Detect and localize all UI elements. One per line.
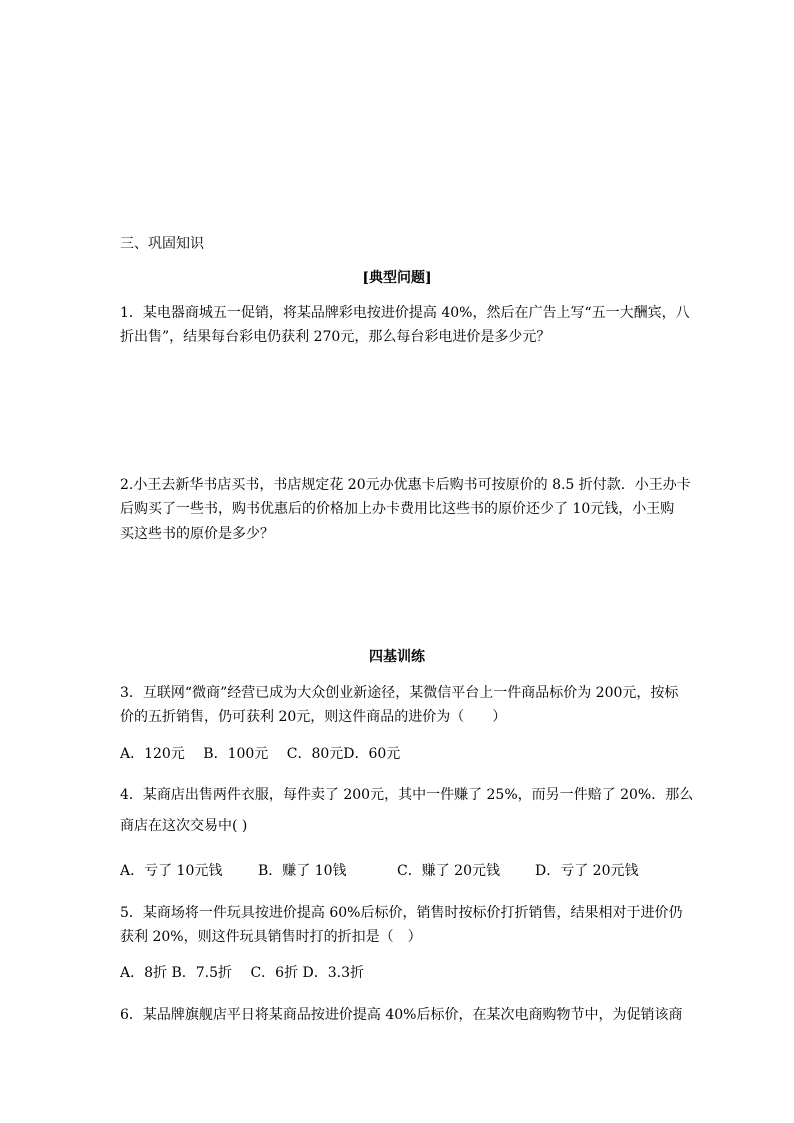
- section-title-consolidate: 三、巩固知识: [120, 236, 204, 252]
- question-5-line-1: 5．某商场将一件玩具按进价提高 60%后标价，销售时按标价打折销售，结果相对于进价仍: [120, 905, 683, 921]
- question-3-line-2: 价的五折销售，仍可获利 20元，则这件商品的进价为（ ）: [120, 709, 507, 725]
- question-4-line-2: 商店在这次交易中( ): [120, 818, 248, 834]
- section-title-basic-training: 四基训练: [369, 649, 425, 665]
- question-1-line-1: 1．某电器商城五一促销，将某品牌彩电按进价提高 40%，然后在广告上写“五一大酬宾，八: [120, 305, 690, 321]
- question-6-line-1: 6．某品牌旗舰店平日将某商品按进价提高 40%后标价，在某次电商购物节中，为促销该商: [120, 1007, 683, 1023]
- question-3-line-1: 3．互联网“微商”经营已成为大众创业新途径，某微信平台上一件商品标价为 200元，按标: [120, 685, 679, 701]
- question-2-line-3: 买这些书的原价是多少？: [120, 526, 274, 542]
- question-4-option-b: B．赚了 10钱: [258, 863, 347, 879]
- question-5-options: A．8折 B．7.5折 C．6折 D．3.3折: [120, 965, 365, 981]
- question-1-line-2: 折出售”，结果每台彩电仍获利 270元，那么每台彩电进价是多少元？: [120, 329, 551, 345]
- question-3-options: A．120元 B．100元 C．80元D．60元: [120, 746, 401, 762]
- question-2-line-2: 后购买了一些书，购书优惠后的价格加上办卡费用比这些书的原价还少了 10元钱，小王购: [120, 501, 675, 517]
- question-2-line-1: 2.小王去新华书店买书，书店规定花 20元办优惠卡后购书可按原价的 8.5 折付款．小王办卡: [120, 477, 691, 493]
- question-5-line-2: 获利 20%，则这件玩具销售时打的折扣是（ ）: [120, 929, 422, 945]
- question-4-line-1: 4．某商店出售两件衣服，每件卖了 200元，其中一件赚了 25%，而另一件赔了 20%．那么: [120, 787, 694, 803]
- question-4-option-d: D．亏了 20元钱: [535, 863, 639, 879]
- question-4-option-a: A．亏了 10元钱: [120, 863, 223, 879]
- question-4-option-c: C．赚了 20元钱: [397, 863, 500, 879]
- section-subtitle-typical-problems: [典型问题]: [362, 270, 432, 286]
